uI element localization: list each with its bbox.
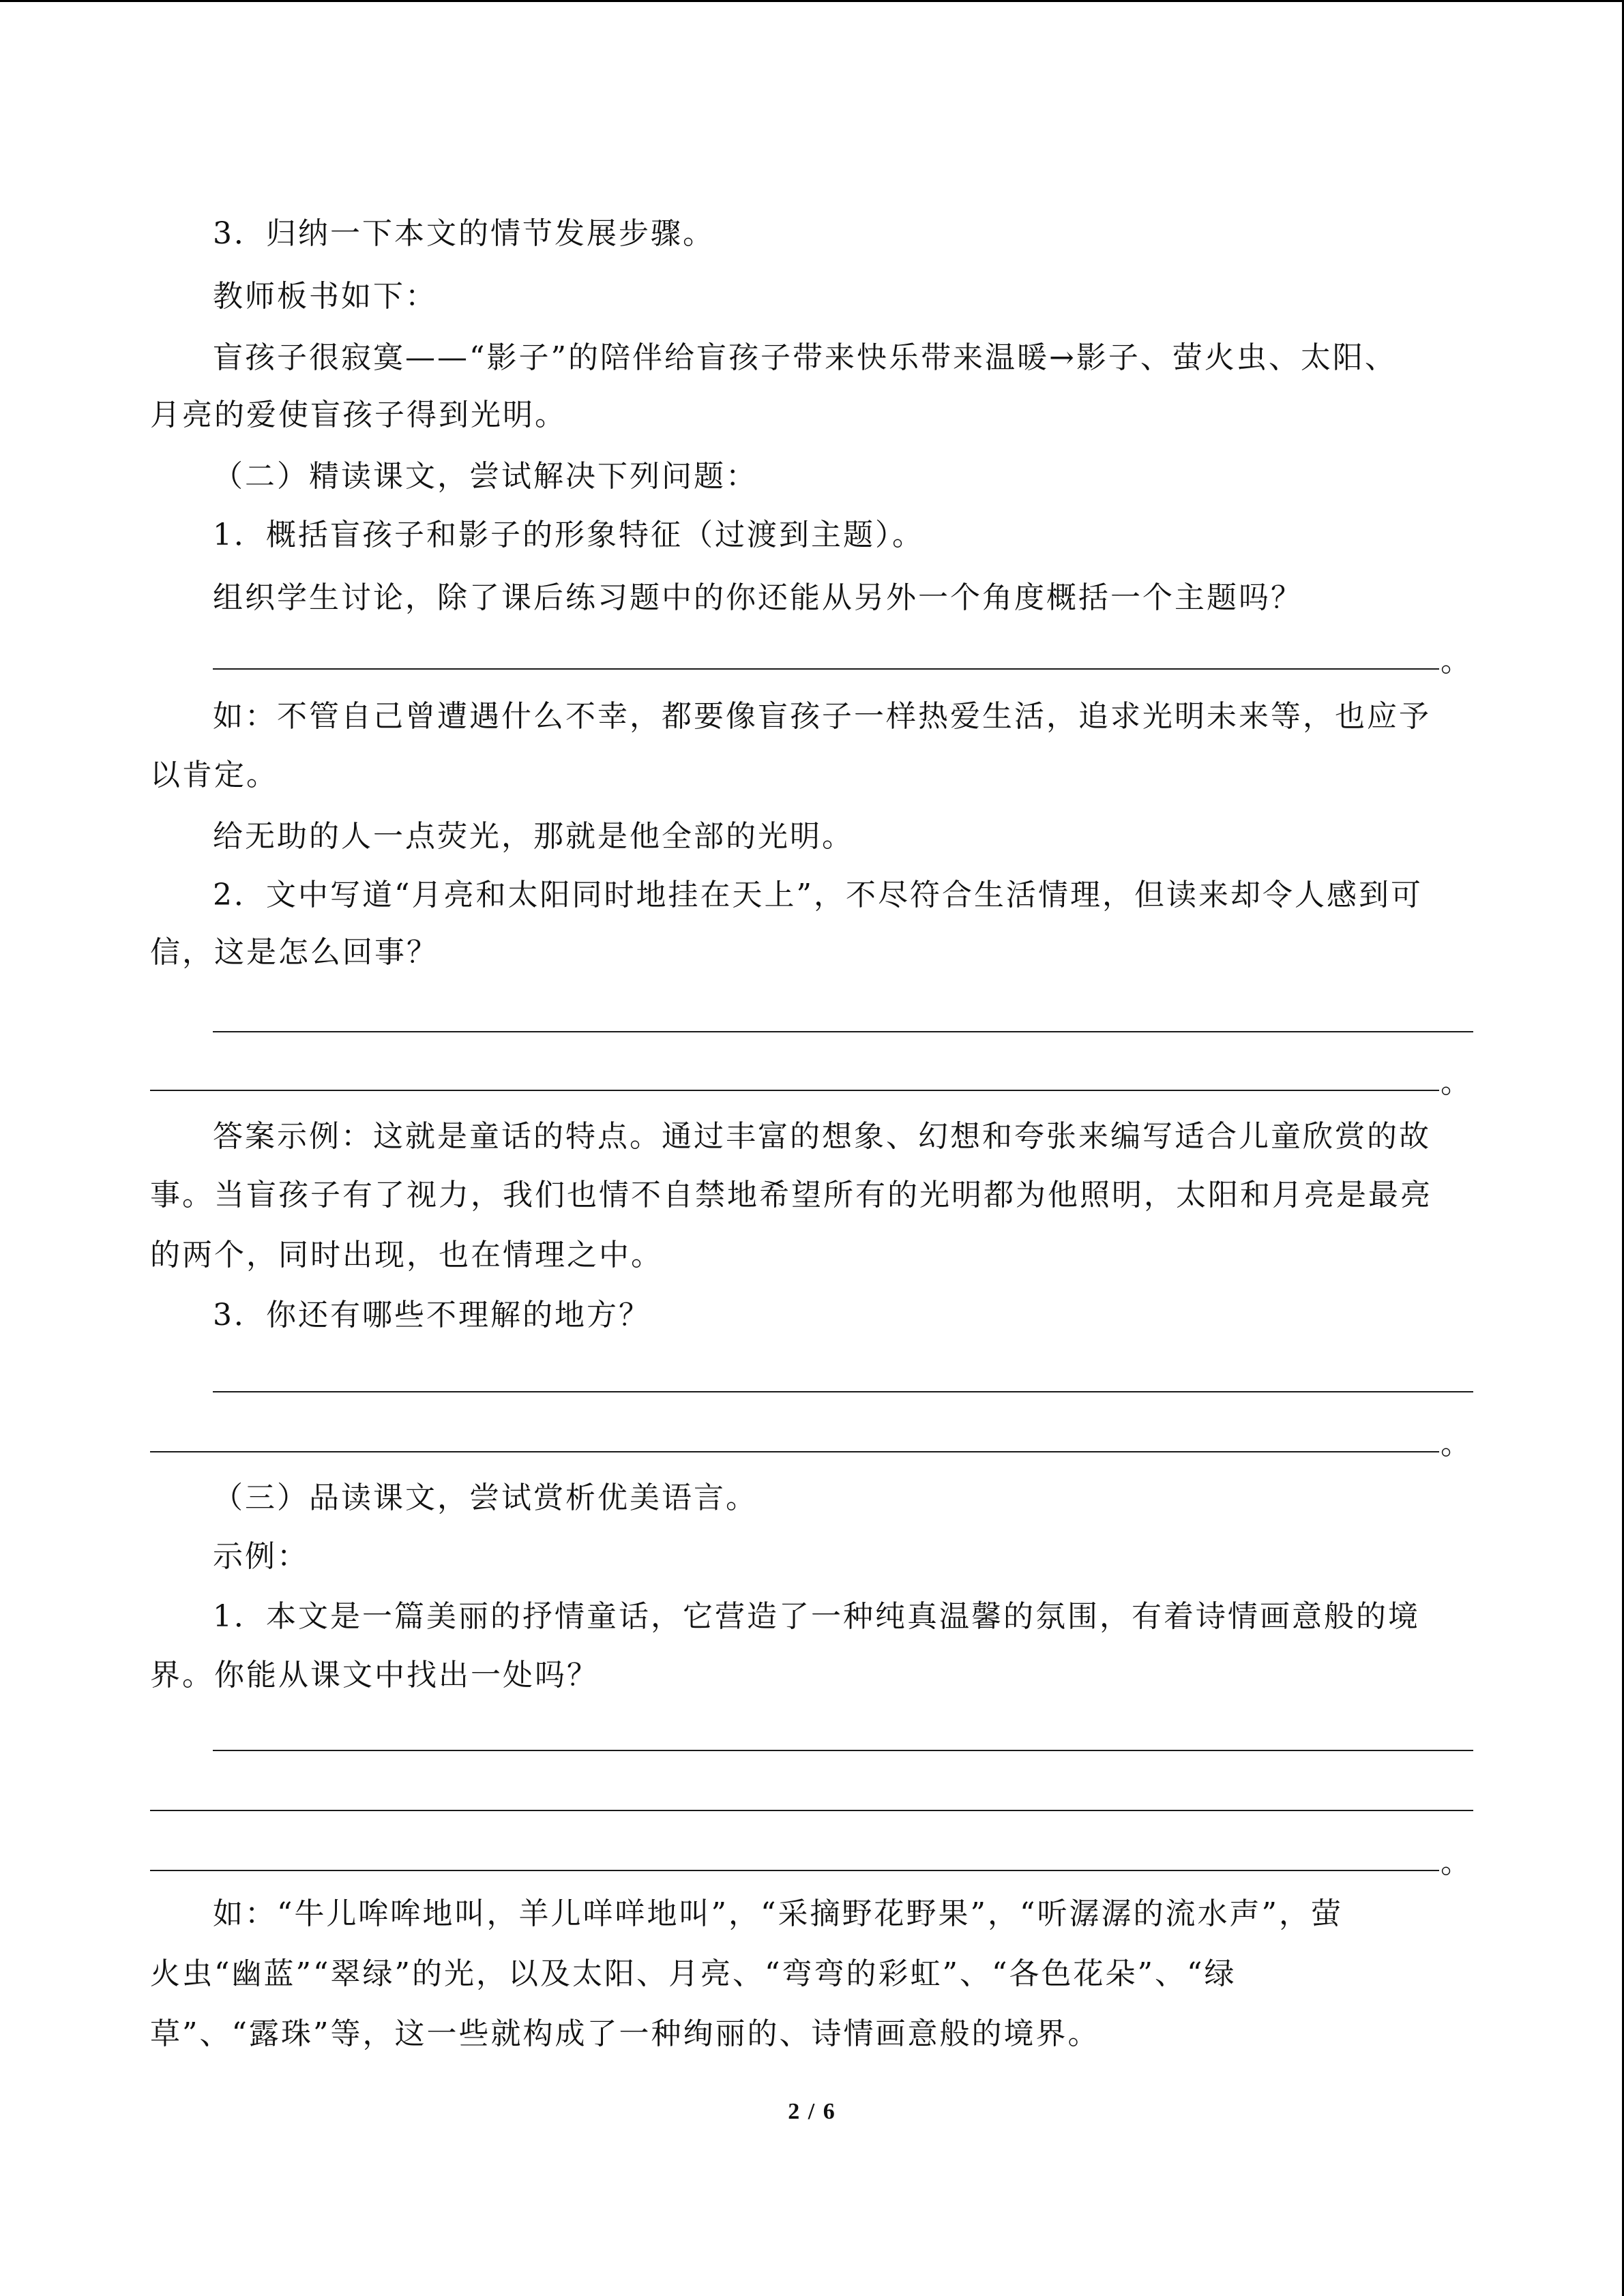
answer-line xyxy=(150,1090,1439,1091)
example-answer-line-1: 如：不管自己曾遭遇什么不幸，都要像盲孩子一样热爱生活，追求光明未来等，也应予 xyxy=(213,699,1431,734)
answer-line xyxy=(213,668,1439,670)
section-3-heading: （三）品读课文，尝试赏析优美语言。 xyxy=(213,1480,758,1515)
question-1-lyrical-line-1: 1．本文是一篇美丽的抒情童话，它营造了一种纯真温馨的氛围，有着诗情画意般的境 xyxy=(213,1599,1420,1634)
answer-line-period: 。 xyxy=(1441,644,1471,679)
board-text-line-1: 盲孩子很寂寞——“影子”的陪伴给盲孩子带来快乐带来温暖→影子、萤火虫、太阳、 xyxy=(213,340,1397,375)
question-3-unclear: 3．你还有哪些不理解的地方？ xyxy=(213,1298,651,1332)
teacher-board-label: 教师板书如下： xyxy=(213,279,437,314)
answer-example-line-1: 答案示例：这就是童话的特点。通过丰富的想象、幻想和夸张来编写适合儿童欣赏的故 xyxy=(213,1119,1431,1154)
example-answer-lyrical-line-3: 草”、“露珠”等，这一些就构成了一种绚丽的、诗情画意般的境界。 xyxy=(150,2016,1100,2051)
answer-line xyxy=(213,1391,1473,1392)
example-answer-line-2: 以肯定。 xyxy=(150,758,278,792)
answer-example-line-3: 的两个，同时出现，也在情理之中。 xyxy=(150,1238,663,1272)
discussion-prompt: 组织学生讨论，除了课后练习题中的你还能从另外一个角度概括一个主题吗？ xyxy=(213,580,1303,615)
answer-line-period: 。 xyxy=(1441,1427,1471,1461)
question-2-line-1: 2．文中写道“月亮和太阳同时地挂在天上”，不尽符合生活情理，但读来却令人感到可 xyxy=(213,878,1423,912)
board-text-line-2: 月亮的爱使盲孩子得到光明。 xyxy=(150,398,567,432)
question-3-plot-steps: 3．归纳一下本文的情节发展步骤。 xyxy=(213,216,715,251)
answer-line xyxy=(213,1750,1473,1751)
answer-line xyxy=(150,1870,1439,1871)
answer-line xyxy=(150,1451,1439,1452)
section-2-heading: （二）精读课文，尝试解决下列问题： xyxy=(213,459,758,494)
answer-example-line-2: 事。当盲孩子有了视力，我们也情不自禁地希望所有的光明都为他照明，太阳和月亮是最亮 xyxy=(150,1178,1432,1212)
answer-line xyxy=(213,1031,1473,1032)
answer-line-period: 。 xyxy=(1441,1065,1471,1100)
theme-sentence: 给无助的人一点荧光，那就是他全部的光明。 xyxy=(213,819,854,854)
example-answer-lyrical-line-2: 火虫“幽蓝”“翠绿”的光，以及太阳、月亮、“弯弯的彩虹”、“各色花朵”、“绿 xyxy=(150,1956,1237,1991)
question-2-line-2: 信，这是怎么回事？ xyxy=(150,935,439,970)
example-label: 示例： xyxy=(213,1539,309,1574)
answer-line-period: 。 xyxy=(1441,1845,1471,1880)
page-number: 2 / 6 xyxy=(788,2099,836,2124)
question-1-lyrical-line-2: 界。你能从课文中找出一处吗？ xyxy=(150,1658,599,1693)
question-1-characters: 1．概括盲孩子和影子的形象特征（过渡到主题）。 xyxy=(213,518,924,552)
example-answer-lyrical-line-1: 如：“牛儿哞哞地叫，羊儿咩咩地叫”，“采摘野花野果”，“听潺潺的流水声”，萤 xyxy=(213,1896,1343,1931)
answer-line xyxy=(150,1810,1473,1811)
page-border-top xyxy=(0,0,1624,2)
